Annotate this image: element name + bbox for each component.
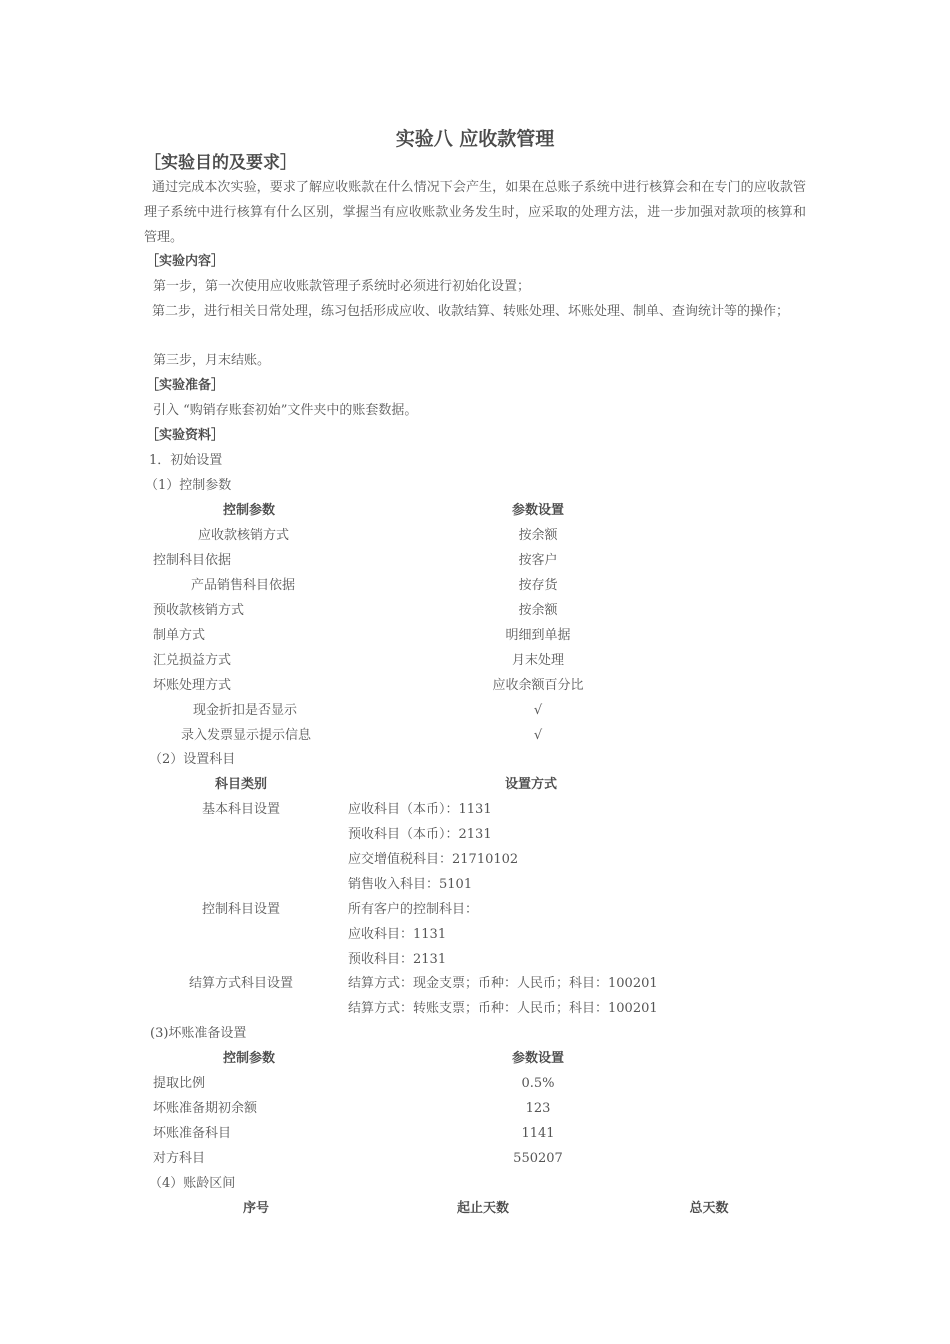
baddebt-row-label: 坏账准备科目 — [153, 1126, 232, 1141]
control-row-label: 录入发票显示提示信息 — [181, 728, 312, 743]
aging-col-header: 总天数 — [689, 1201, 729, 1216]
section-heading-purpose: ［实验目的及要求］ — [144, 153, 297, 173]
aging-col-header: 起止天数 — [456, 1201, 509, 1216]
control-row-label: 坏账处理方式 — [153, 678, 232, 693]
step-3: 第三步，月末结账。 — [153, 353, 271, 368]
subject-line: 应收科目（本币）：1131 — [348, 802, 492, 817]
subjects-heading: （2）设置科目 — [149, 752, 236, 767]
subject-group-name: 控制科目设置 — [201, 902, 280, 917]
section-heading-prep: ［实验准备］ — [146, 378, 225, 393]
aging-col-header: 序号 — [242, 1201, 269, 1216]
subject-group-name: 结算方式科目设置 — [188, 976, 293, 991]
purpose-paragraph: 通过完成本次实验，要求了解应收账款在什么情况下会产生，如果在总账子系统中进行核算会和在专门的应收款管理子系统中进行核算有什么区别，掌握当有应收账款业务发生时，应采取的处理方法，进一步加强对款项的核算和管理。 — [144, 180, 806, 245]
subject-line: 应收科目：1131 — [348, 927, 447, 942]
control-row-value: √ — [533, 728, 543, 743]
baddebt-row-label: 提取比例 — [153, 1076, 206, 1091]
control-col1-header: 控制参数 — [222, 503, 275, 518]
baddebt-row-value: 123 — [525, 1101, 551, 1116]
subject-line: 预收科目：2131 — [348, 952, 447, 967]
control-row-label: 产品销售科目依据 — [191, 578, 296, 593]
control-row-value: 按余额 — [518, 603, 558, 618]
subjects-col2-header: 设置方式 — [504, 777, 557, 792]
page-title: 实验八 应收款管理 — [395, 128, 555, 150]
baddebt-col2-header: 参数设置 — [511, 1051, 564, 1066]
control-row-value: 月末处理 — [511, 653, 564, 668]
control-row-value: 按客户 — [518, 553, 558, 568]
subject-line: 预收科目（本币）：2131 — [348, 827, 492, 842]
control-row-value: 应收余额百分比 — [492, 678, 584, 693]
subject-line: 结算方式：现金支票；币种：人民币；科目：100201 — [348, 976, 658, 991]
control-row-label: 控制科目依据 — [153, 553, 232, 568]
control-row-label: 预收款核销方式 — [153, 603, 245, 618]
control-row-value: 明细到单据 — [505, 628, 571, 643]
control-col2-header: 参数设置 — [511, 503, 564, 518]
step-1: 第一步，第一次使用应收账款管理子系统时必须进行初始化设置； — [153, 279, 531, 294]
aging-heading: （4）账龄区间 — [149, 1176, 236, 1191]
baddebt-row-value: 550207 — [513, 1151, 563, 1166]
control-row-value: 按存货 — [518, 578, 558, 593]
control-row-value: 按余额 — [518, 528, 558, 543]
subject-line: 结算方式：转账支票；币种：人民币；科目：100201 — [348, 1001, 658, 1016]
control-row-value: √ — [533, 703, 543, 718]
control-row-label: 应收款核销方式 — [198, 528, 290, 543]
baddebt-heading: (3)坏账准备设置 — [150, 1026, 247, 1041]
subject-line: 应交增值税科目：21710102 — [348, 852, 519, 867]
baddebt-row-value: 0.5% — [521, 1076, 555, 1091]
baddebt-row-label: 对方科目 — [153, 1151, 206, 1166]
subject-line: 所有客户的控制科目： — [348, 902, 479, 917]
control-row-label: 汇兑损益方式 — [153, 653, 232, 668]
control-row-label: 制单方式 — [153, 628, 206, 643]
control-heading: （1）控制参数 — [145, 478, 232, 493]
subject-group-name: 基本科目设置 — [201, 802, 280, 817]
section-heading-content: ［实验内容］ — [146, 254, 225, 269]
control-row-label: 现金折扣是否显示 — [193, 703, 298, 718]
section-heading-data: ［实验资料］ — [146, 428, 225, 443]
baddebt-row-value: 1141 — [521, 1126, 555, 1141]
init-heading: 1．初始设置 — [149, 453, 223, 468]
baddebt-row-label: 坏账准备期初余额 — [153, 1101, 258, 1116]
subjects-col1-header: 科目类别 — [214, 777, 267, 792]
step-2: 第二步，进行相关日常处理，练习包括形成应收、收款结算、转账处理、坏账处理、制单、查询统计等的操作； — [152, 304, 790, 319]
prep-text: 引入 “购销存账套初始”文件夹中的账套数据。 — [153, 403, 418, 418]
subject-line: 销售收入科目：5101 — [348, 877, 473, 892]
baddebt-col1-header: 控制参数 — [222, 1051, 275, 1066]
